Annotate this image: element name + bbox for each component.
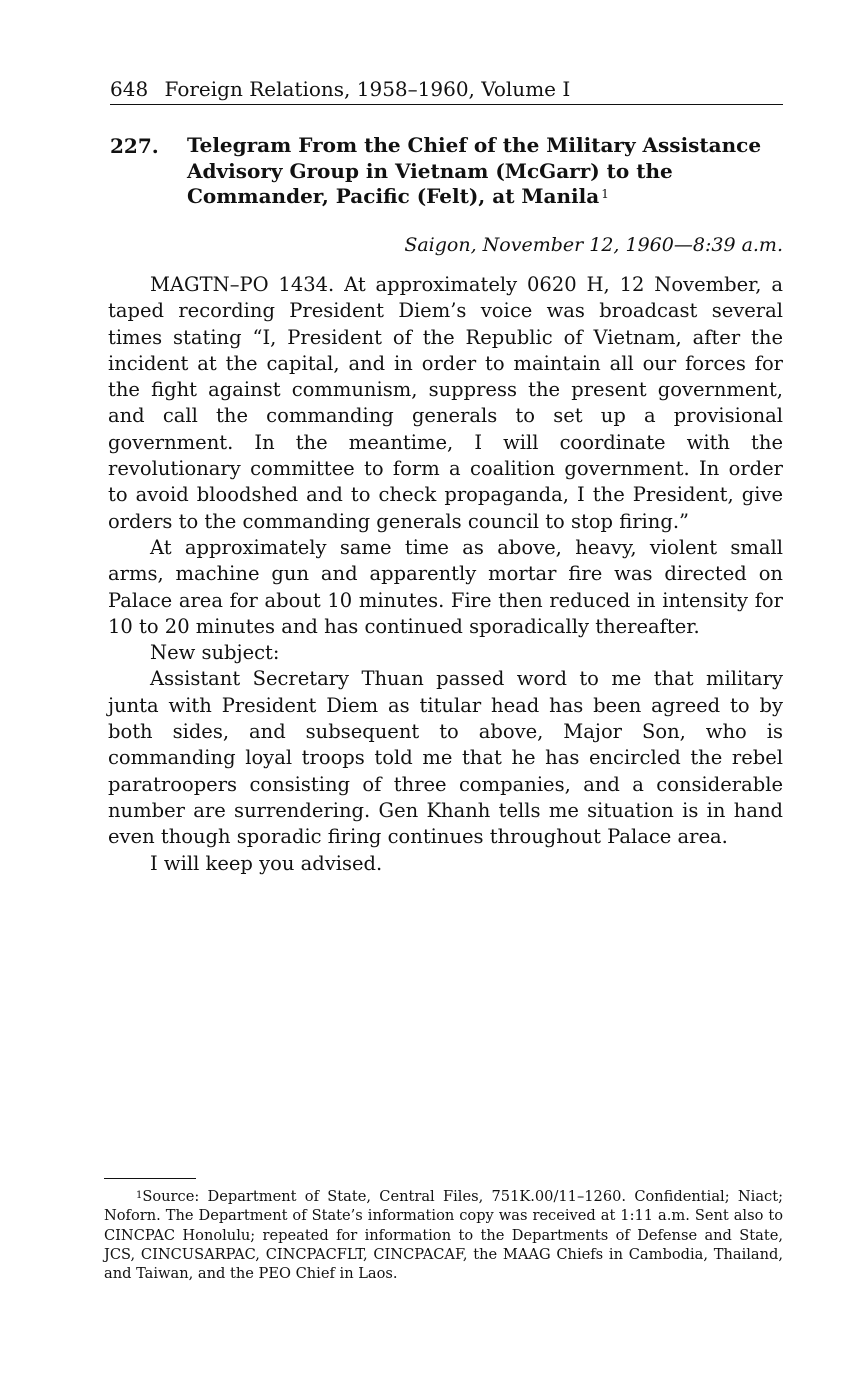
footnote-paragraph	[104, 1187, 783, 1283]
footnote-rule	[104, 1178, 196, 1179]
title-footnote-marker: 1	[601, 187, 609, 201]
body-paragraph: At approximately same time as above, heavy, violent small arms, machine gun and apparently mortar fire was directed on Palace area for about 10 minutes. Fire then reduced in intensity for 10 to 20 minutes and has continued sporadically thereafter.	[108, 535, 783, 638]
body-paragraph: New subject:	[150, 641, 280, 665]
header-rule	[110, 104, 783, 105]
document-title	[187, 133, 783, 210]
document-number: 227.	[110, 134, 159, 158]
dateline: Saigon, November 12, 1960—8:39 a.m.	[404, 234, 783, 256]
document-title-text: Telegram From the Chief of the Military Assistance Advisory Group in Vietnam (McGarr) to the Commander, Pacific (Felt), at Manila	[187, 133, 762, 208]
body-paragraph: Assistant Secretary Thuan passed word to me that military junta with President Diem as titular head has been agreed to by both sides, and subsequent to above, Major Son, who is commanding loyal troops told me that he has encircled the rebel paratroopers consisting of three companies, and a considerable number are surrendering. Gen Khanh tells me situation is in hand even though sporadic firing continues throughout Palace area.	[108, 667, 783, 849]
page-number: 648	[110, 77, 149, 101]
body-paragraph: MAGTN–PO 1434. At approximately 0620 H, 12 November, a taped recording President Diem’s voice was broadcast several times stating “I, President of the Republic of Vietnam, after the incident at the capital, and in order to maintain all our forces for the fight against communism, suppress the present government, and call the commanding generals to set up a provisional government. In the meantime, I will coordinate with the revolutionary committee to form a coalition government. In order to avoid bloodshed and to check propaganda, I the President, give orders to the commanding generals council to stop firing.”	[108, 273, 783, 533]
body-paragraph: I will keep you advised.	[150, 851, 383, 875]
running-head	[110, 76, 783, 102]
footnote-text: Source: Department of State, Central Files, 751K.00/11–1260. Confidential; Niact; Noforn. The Department of State’s information copy was received at 1:11 a.m. Sent also to CINCPAC Honolulu; repeated for information to the Departments of Defense and State, JCS, CINCUSARPAC, CINCPACFLT, CINCPACAF, the MAAG Chiefs in Cambodia, Thailand, and Taiwan, and the PEO Chief in Laos.	[104, 1188, 783, 1283]
footnote-marker: 1	[136, 1190, 143, 1201]
footnote	[104, 1187, 783, 1283]
running-title: Foreign Relations, 1958–1960, Volume I	[164, 77, 571, 101]
telegram-body	[108, 272, 783, 877]
